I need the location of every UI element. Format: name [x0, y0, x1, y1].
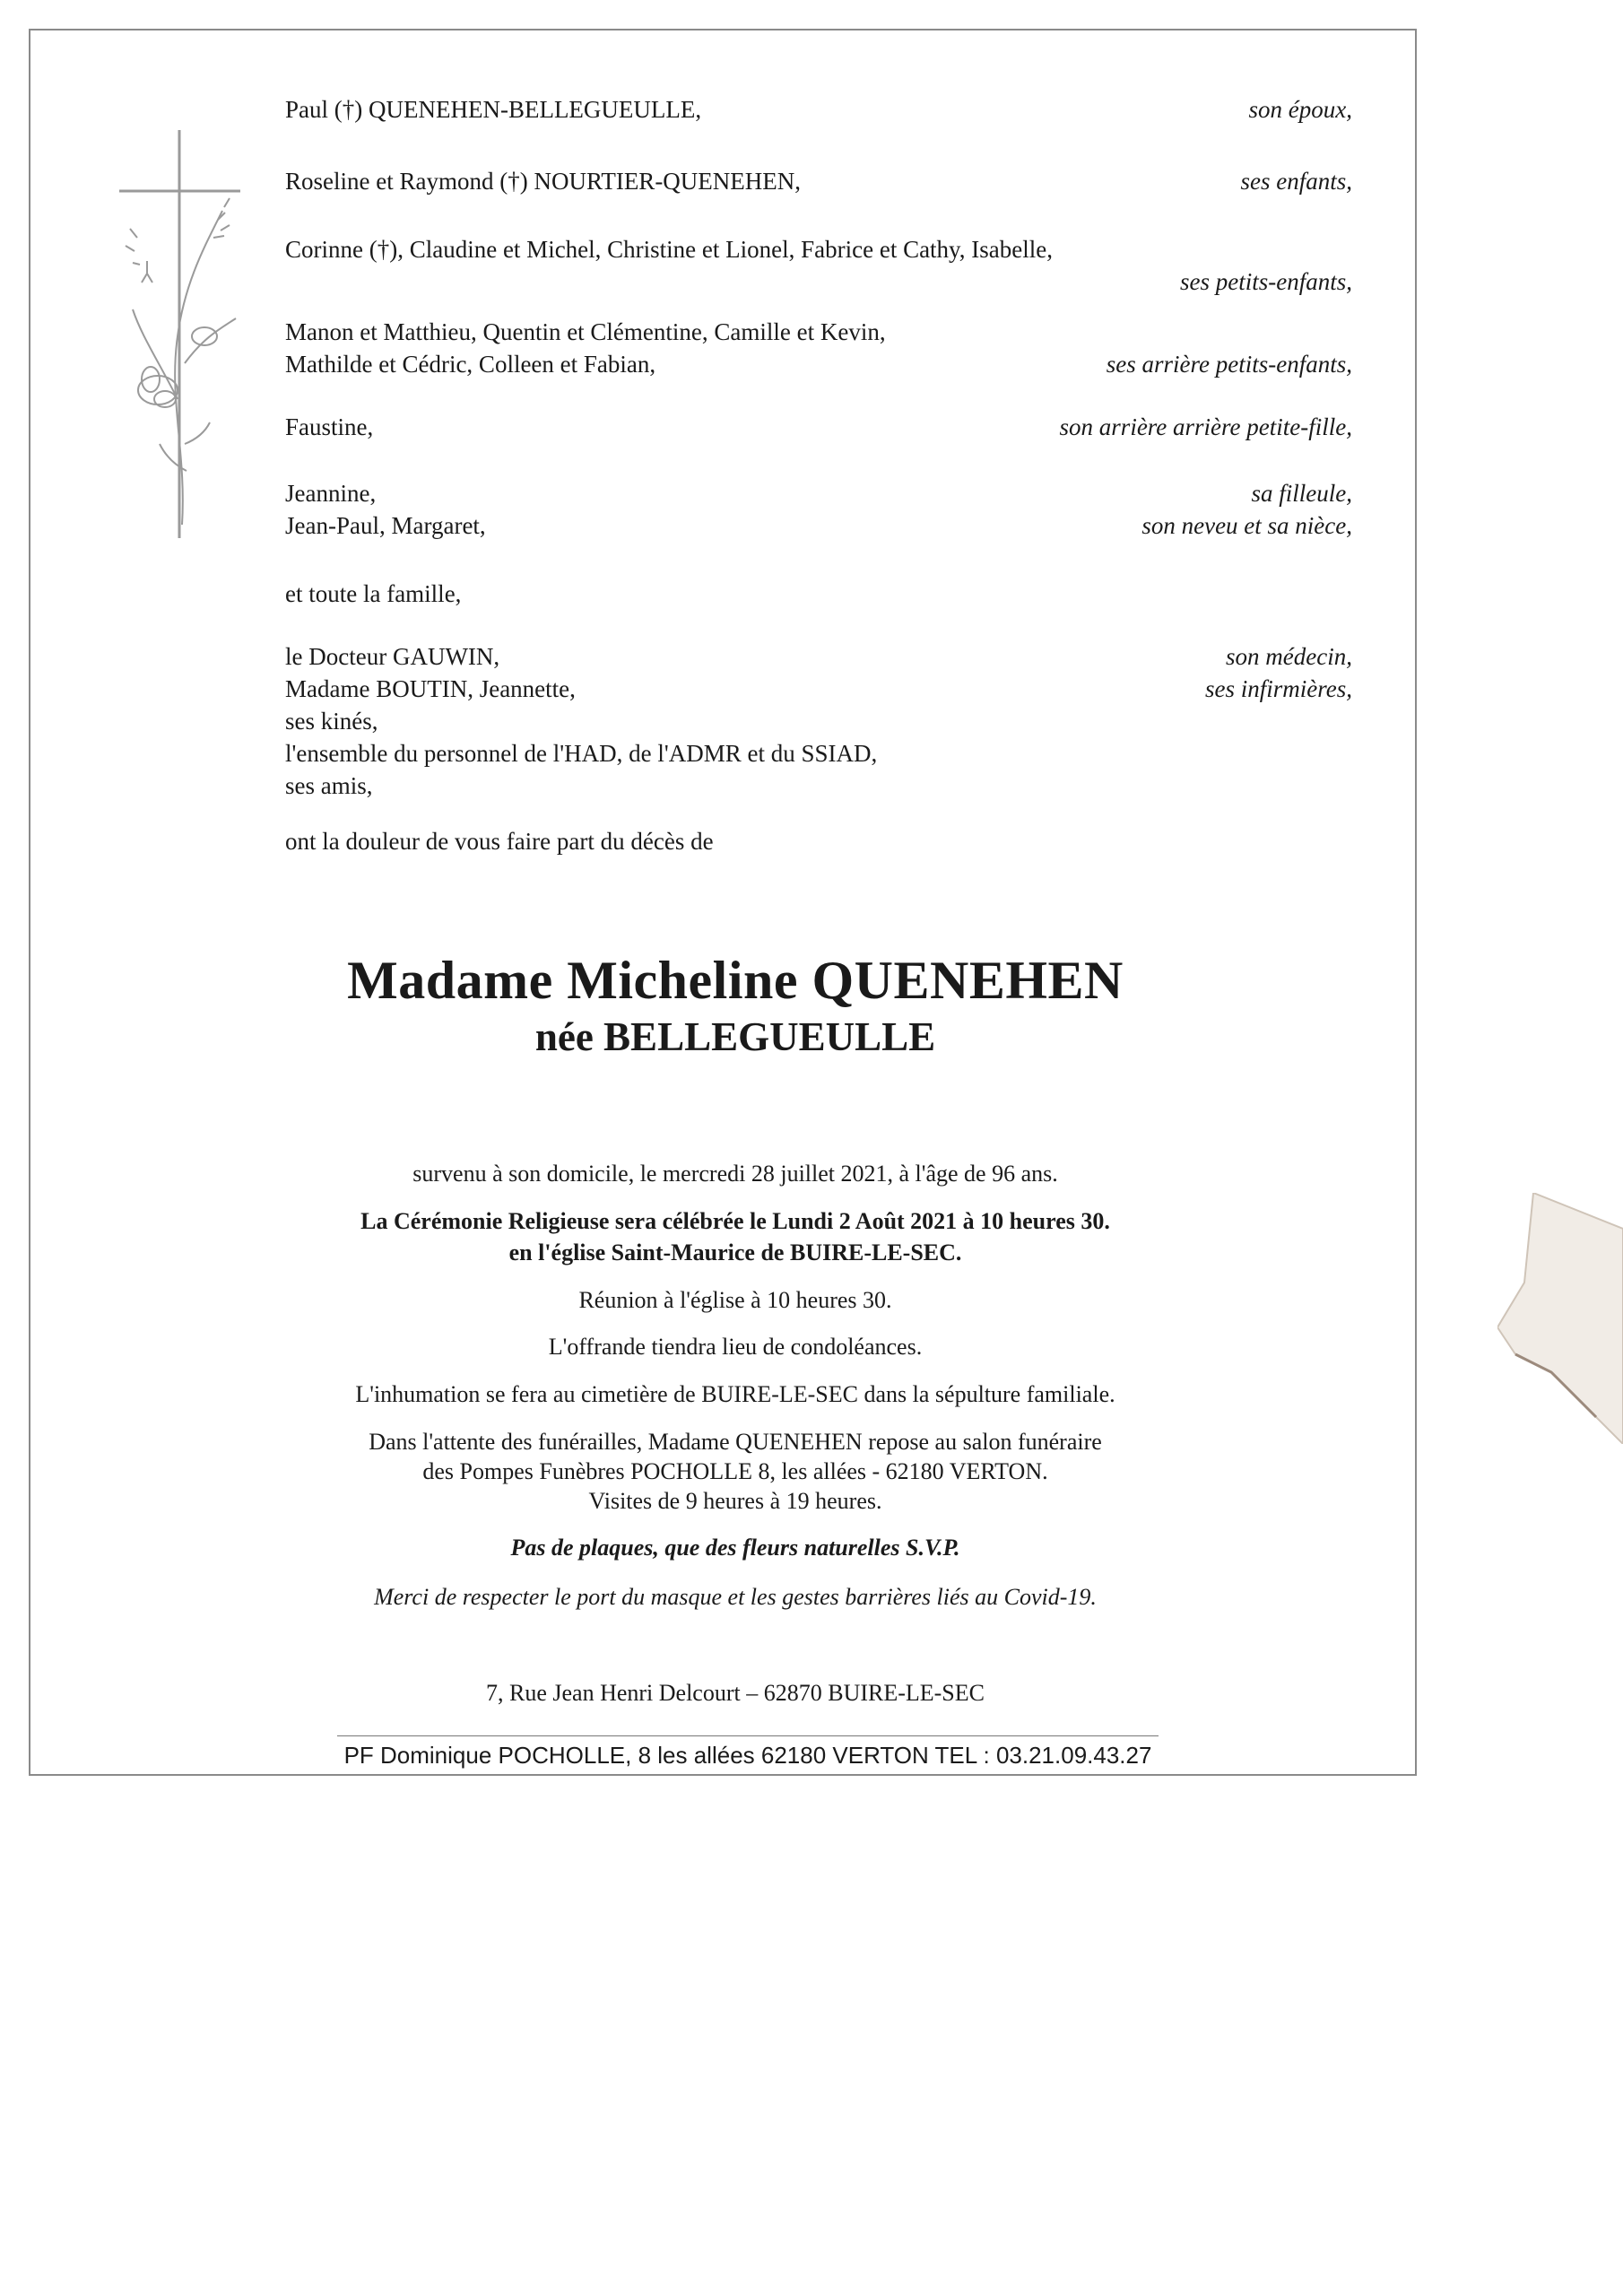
nephew-niece-names: Jean-Paul, Margaret,: [285, 512, 486, 539]
doctor-relation: son médecin,: [1226, 643, 1352, 670]
flowers-line: Pas de plaques, que des fleurs naturelles S.V.P.: [510, 1535, 960, 1561]
family-list: [285, 93, 1352, 802]
footer-separator: [337, 1735, 1159, 1736]
physios-line: ses kinés,: [285, 708, 378, 735]
announcement-line: ont la douleur de vous faire part du décès de: [285, 828, 714, 855]
rest-line1: Dans l'attente des funérailles, Madame QUENEHEN repose au salon funéraire: [369, 1429, 1102, 1455]
doctor-name: le Docteur GAUWIN,: [285, 643, 500, 670]
children-relation: ses enfants,: [1240, 168, 1352, 195]
deceased-maiden-name: née BELLEGUEULLE: [534, 1014, 936, 1059]
covid-line: Merci de respecter le port du masque et les gestes barrières liés au Covid-19.: [374, 1584, 1097, 1610]
ceremony-line1: La Cérémonie Religieuse sera célébrée le Lundi 2 Août 2021 à 10 heures 30.: [360, 1208, 1110, 1234]
spouse-relation: son époux,: [1248, 96, 1352, 123]
great-grandchildren-relation: ses arrière petits-enfants,: [1106, 351, 1352, 378]
goddaughter-name: Jeannine,: [285, 480, 377, 507]
nurses-names: Madame BOUTIN, Jeannette,: [285, 675, 576, 702]
ceremony-line2: en l'église Saint-Maurice de BUIRE-LE-SEC.: [508, 1239, 962, 1265]
great-great-granddaughter-relation: son arrière arrière petite-fille,: [1059, 413, 1352, 440]
great-grandchildren-line1: Manon et Matthieu, Quentin et Clémentine, Camille et Kevin,: [285, 318, 886, 345]
great-grandchildren-line2: Mathilde et Cédric, Colleen et Fabian,: [285, 351, 656, 378]
grandchildren-names: Corinne (†), Claudine et Michel, Christine et Lionel, Fabrice et Cathy, Isabelle,: [285, 236, 1054, 263]
cross-flower-icon: [115, 130, 254, 538]
rest-line2: des Pompes Funèbres POCHOLLE 8, les allées - 62180 VERTON.: [422, 1458, 1048, 1484]
great-great-granddaughter-name: Faustine,: [285, 413, 374, 440]
offering-line: L'offrande tiendra lieu de condoléances.: [548, 1334, 923, 1360]
whole-family-line: et toute la famille,: [285, 580, 462, 607]
paper-scrap: [1497, 1193, 1623, 1444]
staff-line: l'ensemble du personnel de l'HAD, de l'ADMR et du SSIAD,: [285, 740, 878, 767]
address-line: 7, Rue Jean Henri Delcourt – 62870 BUIRE-LE-SEC: [485, 1680, 985, 1706]
funeral-home-footer: PF Dominique POCHOLLE, 8 les allées 62180 VERTON TEL : 03.21.09.43.27: [343, 1742, 1152, 1769]
death-details: survenu à son domicile, le mercredi 28 juillet 2021, à l'âge de 96 ans.: [412, 1161, 1058, 1187]
friends-line: ses amis,: [285, 772, 373, 799]
meeting-line: Réunion à l'église à 10 heures 30.: [578, 1287, 892, 1313]
burial-line: L'inhumation se fera au cimetière de BUIRE-LE-SEC dans la sépulture familiale.: [355, 1381, 1115, 1407]
nephew-niece-relation: son neveu et sa nièce,: [1141, 512, 1352, 539]
goddaughter-relation: sa filleule,: [1251, 480, 1352, 507]
deceased-name: Madame Micheline QUENEHEN: [347, 951, 1124, 1010]
grandchildren-relation: ses petits-enfants,: [1180, 268, 1352, 295]
spouse-name: Paul (†) QUENEHEN-BELLEGUEULLE,: [285, 96, 702, 123]
children-names: Roseline et Raymond (†) NOURTIER-QUENEHEN,: [285, 168, 802, 195]
nurses-relation: ses infirmières,: [1205, 675, 1352, 702]
visits-line: Visites de 9 heures à 19 heures.: [588, 1488, 882, 1514]
